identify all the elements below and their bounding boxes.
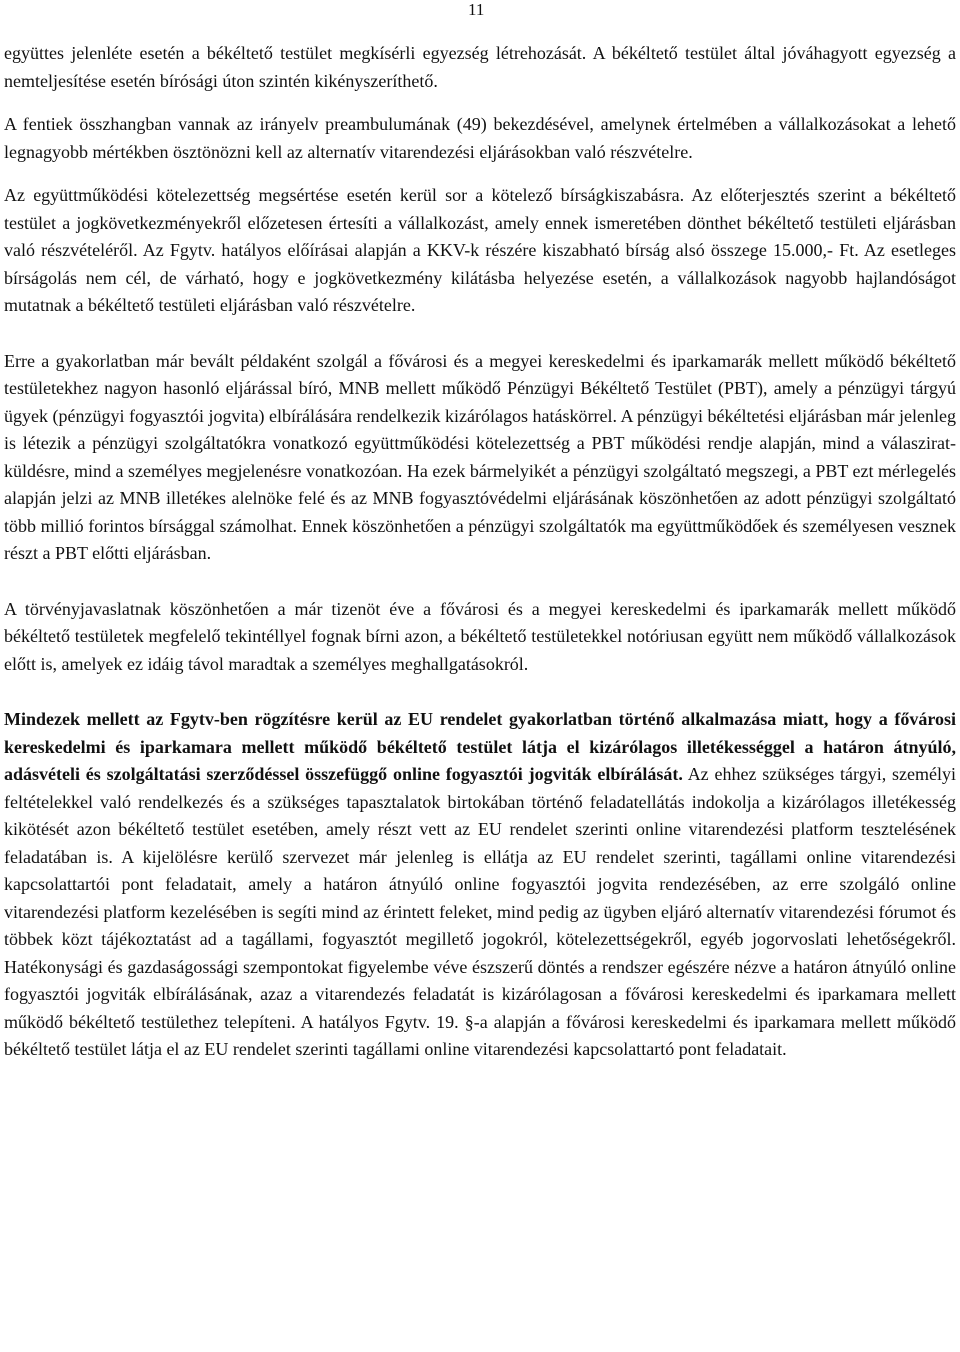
paragraph-4: Erre a gyakorlatban már bevált példaként szolgál a fővárosi és a megyei kereskedelmi és iparkamarák mellett működő békéltető testületekhez nagyon hasonló eljárással bíró, MNB mellett működő Pénzügyi Békéltető Testület (PBT), amely a pénzügyi tárgyú ügyek (pénzügyi fogyasztói jogvita) elbírálására rendelkezik kizárólagos hatáskörrel. A pénzügyi békéltetési eljárásban már jelenleg is létezik a pénzügyi szolgáltatókra vonatkozó együttműködési kötelezettség a PBT működési rendje alapján, mind a válaszirat-küldésre, mind a személyes megjelenésre vonatkozóan. Ha ezek bármelyikét a pénzügyi szolgáltató megszegi, a PBT ezt mérlegelés alapján jelzi az MNB illetékes alelnöke felé és az MNB fogyasztóvédelmi eljárásának köszönhetően az adott pénzügyi szolgáltató több millió forintos bírsággal számolhat. Ennek köszönhetően a pénzügyi szolgáltatók ma együttműködőek és személyesen vesznek részt a PBT előtti eljárásban. xyxy=(4,350,956,563)
paragraph-5: A törvényjavaslatnak köszönhetően a már tizenöt éve a fővárosi és a megyei kereskedelmi és iparkamarák mellett működő békéltető testületek megfelelő tekintéllyel fognak bírni azon, a békéltető testületekkel notóriusan együtt nem működő vállalkozások előtt is, amelyek ez idáig távol maradtak a személyes meghallgatásokról. xyxy=(4,598,956,674)
paragraph-6-bold-lead: Mindezek mellett az Fgytv-ben rögzítésre kerül az EU rendelet gyakorlatban történő alkalmazása miatt, hogy a fővárosi kereskedelmi és iparkamara mellett működő békéltető testület látja el kizárólagos illetékességgel a határon átnyúló, adásvételi és szolgáltatási szerződéssel összefüggő online fogyasztói jogviták elbírálását. xyxy=(4,709,956,784)
paragraph-6 xyxy=(4,706,956,1064)
paragraph-6-text: Az ehhez szükséges tárgyi, személyi feltételekkel való rendelkezés és a szükséges tapasztalatok birtokában történő feladatellátás indokolja a kizárólagos illetékesség kikötését azon békéltető testület esetében, amely részt vett az EU rendelet szerinti online vitarendezési platform tesztelésének feladatában is. A kijelölésre kerülő szervezet már jelenleg is ellátja az EU rendelet szerinti, tagállami online vitarendezési kapcsolattartói pont feladatait, amely a határon átnyúló online fogyasztói jogvita rendezésében, az erre szolgáló online vitarendezési platform kezelésében is segíti mind az érintett feleket, mind pedig az ügyben eljáró alternatív vitarendezési fórumot és többek közt tájékoztatást ad a tagállami, fogyasztót megillető jogokról, kötelezettségekről, egyéb jogorvoslati lehetőségekről. Hatékonysági és gazdaságossági szempontokat figyelembe véve észszerű döntés a rendszer egészére nézve a határon átnyúló online fogyasztói jogviták elbírálásának, azaz a vitarendezés feladatát is kizárólagosan a fővárosi kereskedelmi és iparkamara mellett működő békéltető testülethez telepíteni. A hatályos Fgytv. 19. §-a alapján a fővárosi kereskedelmi és iparkamara mellett működő békéltető testület látja el az EU rendelet szerinti tagállami online vitarendezési kapcsolattartó pont feladatait. xyxy=(4,764,956,1059)
document-body xyxy=(4,40,956,1079)
page-number: 11 xyxy=(468,0,485,19)
paragraph-3: Az együttműködési kötelezettség megsértése esetén kerül sor a kötelező bírságkiszabásra. Az előterjesztés szerint a békéltető testület a jogkövetkezményekről előzetesen értesíti a vállalkozást, amely ennek ismeretében dönthet békéltető testületi eljárásban való részvételéről. Az Fgytv. hatályos előírásai alapján a KKV-k részére kiszabható bírság alsó összege 15.000,- Ft. Az esetleges bírságolás nem cél, de várható, hogy e jogkövetkezmény kilátásba helyezése esetén, a vállalkozások nagyobb hajlandóságot mutatnak a békéltető testületi eljárásban való részvételre. xyxy=(4,185,956,315)
paragraph-1: együttes jelenléte esetén a békéltető testület megkísérli egyezség létrehozását. A békéltető testület által jóváhagyott egyezség a nemteljesítése esetén bírósági úton szintén kikényszeríthető. xyxy=(4,43,956,91)
paragraph-2: A fentiek összhangban vannak az irányelv preambulumának (49) bekezdésével, amelynek értelmében a vállalkozásokat a lehető legnagyobb mértékben ösztönözni kell az alternatív vitarendezési eljárásokban való részvételre. xyxy=(4,114,956,162)
